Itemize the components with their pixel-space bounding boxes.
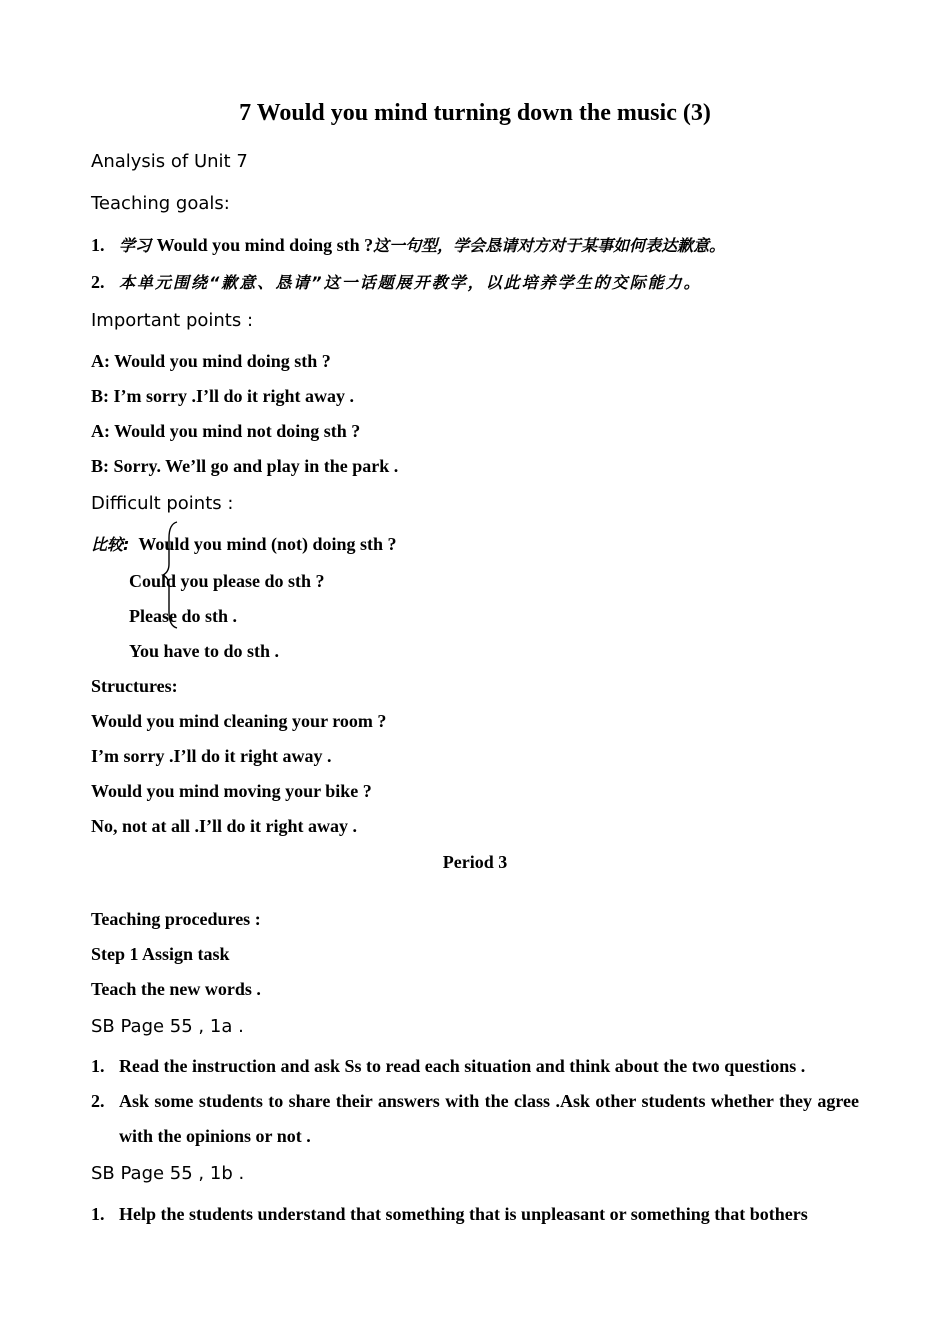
procedure-1a-item-2-number: 2.	[91, 1091, 105, 1111]
important-line-4: B: Sorry. We’ll go and play in the park .	[91, 456, 399, 476]
teaching-goals-heading: Teaching goals:	[91, 193, 230, 214]
goal-item-2-number: 2.	[91, 272, 105, 292]
sb-page-1a: SB Page 55 , 1a .	[91, 1016, 244, 1037]
goal-item-2	[91, 270, 702, 295]
document-title: 7 Would you mind turning down the music (3)	[239, 100, 711, 126]
difficult-points-heading: Difficult points :	[91, 493, 234, 514]
analysis-heading: Analysis of Unit 7	[91, 151, 248, 172]
structure-line-3: Would you mind moving your bike ?	[91, 781, 372, 801]
procedure-1b-item-1	[91, 1197, 859, 1232]
goal-item-1-number: 1.	[91, 235, 105, 255]
structures-heading: Structures:	[91, 676, 178, 696]
goal-item-2-text: 本单元围绕“歉意、恳请”这一话题展开教学，以此培养学生的交际能力。	[119, 273, 702, 292]
compare-label: 比较:	[91, 535, 130, 554]
structure-line-1: Would you mind cleaning your room ?	[91, 711, 387, 731]
goal-item-1-post: 这一句型，学会恳请对方对于某事如何表达歉意。	[373, 236, 726, 255]
sb-page-1b: SB Page 55 , 1b .	[91, 1163, 245, 1184]
procedure-1a-item-2	[91, 1084, 859, 1154]
procedure-1a-item-2-text: Ask some students to share their answers with the class .Ask other students whether they agree with the opinions or not .	[119, 1091, 859, 1146]
step1-heading: Step 1 Assign task	[91, 944, 230, 964]
goal-item-1-english: Would you mind doing sth ?	[156, 235, 374, 255]
compare-line-2: Could you please do sth ?	[129, 571, 325, 591]
compare-line-3: Please do sth .	[129, 606, 237, 626]
structure-line-2: I’m sorry .I’ll do it right away .	[91, 746, 332, 766]
procedure-1b-item-1-number: 1.	[91, 1204, 105, 1224]
goal-item-1	[91, 233, 725, 258]
compare-line-4: You have to do sth .	[129, 641, 280, 661]
procedure-1a-item-1-number: 1.	[91, 1056, 105, 1076]
important-line-3: A: Would you mind not doing sth ?	[91, 421, 361, 441]
period-heading: Period 3	[442, 852, 508, 872]
compare-text-1: Would you mind (not) doing sth ?	[138, 534, 397, 554]
important-line-2: B: I’m sorry .I’ll do it right away .	[91, 386, 354, 406]
structure-line-4: No, not at all .I’ll do it right away .	[91, 816, 358, 836]
procedures-heading: Teaching procedures :	[91, 909, 261, 929]
compare-line-1	[91, 532, 397, 557]
teach-new-words: Teach the new words .	[91, 979, 261, 999]
procedure-1b-item-1-text: Help the students understand that something that is unpleasant or something that bothers	[119, 1204, 808, 1224]
procedure-1a-item-1-text: Read the instruction and ask Ss to read each situation and think about the two questions .	[119, 1056, 806, 1076]
important-line-1: A: Would you mind doing sth ?	[91, 351, 331, 371]
procedure-1a-item-1	[91, 1049, 859, 1084]
goal-item-1-pre: 学习	[119, 236, 157, 255]
important-points-heading: Important points :	[91, 310, 254, 331]
